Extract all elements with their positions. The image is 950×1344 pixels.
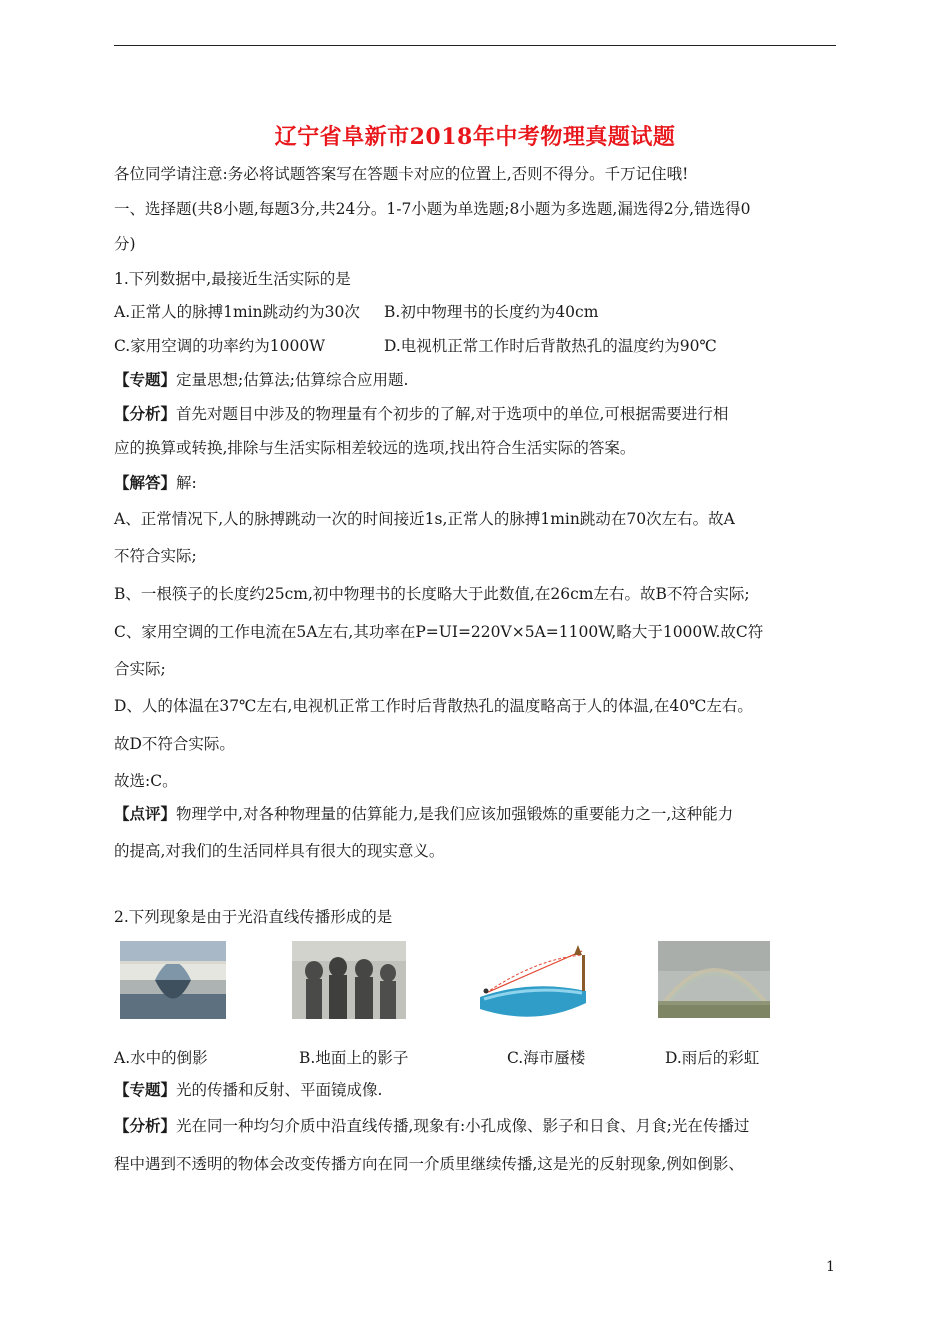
q1-solution-c: C、家用空调的工作电流在5A左右,其功率在P=UI=220V×5A=1100W,略大于1000W.故C符 bbox=[114, 623, 764, 641]
q1-comment-text: 物理学中,对各种物理量的估算能力,是我们应该加强锻炼的重要能力之一,这种能力 bbox=[176, 805, 734, 823]
section-heading: 一、选择题(共8小题,每题3分,共24分。1-7小题为单选题;8小题为多选题,漏选得2分,错选得0 bbox=[114, 200, 751, 218]
q2-analysis-cont: 程中遇到不透明的物体会改变传播方向在同一介质里继续传播,这是光的反射现象,例如倒影、 bbox=[114, 1155, 744, 1173]
page-number: 1 bbox=[826, 1259, 835, 1275]
bridge-reflection-image bbox=[120, 941, 226, 1019]
q1-option-a: A.正常人的脉搏1min跳动约为30次 bbox=[114, 303, 360, 321]
q1-comment-tag: 【点评】 bbox=[114, 804, 177, 823]
q1-solution-d: D、人的体温在37℃左右,电视机正常工作时后背散热孔的温度略高于人的体温,在40℃左右。 bbox=[114, 697, 753, 715]
q1-analysis bbox=[114, 404, 728, 424]
q1-comment-cont: 的提高,对我们的生活同样具有很大的现实意义。 bbox=[114, 842, 445, 860]
q1-topic-tag: 【专题】 bbox=[114, 370, 177, 389]
section-heading-cont: 分) bbox=[114, 235, 136, 253]
q2-option-a: A.水中的倒影 bbox=[114, 1049, 208, 1067]
q1-solution-a-cont: 不符合实际; bbox=[114, 547, 197, 565]
q1-option-c: C.家用空调的功率约为1000W bbox=[114, 337, 326, 355]
q1-stem: 1.下列数据中,最接近生活实际的是 bbox=[114, 270, 351, 288]
q1-solution-d-cont: 故D不符合实际。 bbox=[114, 735, 235, 753]
q1-analysis-tag: 【分析】 bbox=[114, 404, 177, 423]
notice-text: 各位同学请注意:务必将试题答案写在答题卡对应的位置上,否则不得分。千万记住哦! bbox=[114, 165, 689, 183]
q1-answer bbox=[114, 473, 197, 493]
q1-solution-a: A、正常情况下,人的脉搏跳动一次的时间接近1s,正常人的脉搏1min跳动在70次左右。故A bbox=[114, 510, 735, 528]
q1-answer-tag: 【解答】 bbox=[114, 473, 177, 492]
q1-analysis-cont: 应的换算或转换,排除与生活实际相差较远的选项,找出符合生活实际的答案。 bbox=[114, 439, 636, 457]
q2-topic bbox=[114, 1080, 382, 1100]
q1-solution-b: B、一根筷子的长度约25cm,初中物理书的长度略大于此数值,在26cm左右。故B不符合实际; bbox=[114, 585, 750, 603]
q2-topic-tag: 【专题】 bbox=[114, 1080, 177, 1099]
q2-analysis-text: 光在同一种均匀介质中沿直线传播,现象有:小孔成像、影子和日食、月食;光在传播过 bbox=[176, 1117, 750, 1135]
q2-option-d: D.雨后的彩虹 bbox=[665, 1049, 760, 1067]
q1-analysis-text: 首先对题目中涉及的物理量有个初步的了解,对于选项中的单位,可根据需要进行相 bbox=[176, 405, 729, 423]
q2-option-b: B.地面上的影子 bbox=[299, 1049, 409, 1067]
q1-option-d: D.电视机正常工作时后背散热孔的温度约为90℃ bbox=[384, 337, 717, 355]
q1-topic-text: 定量思想;估算法;估算综合应用题. bbox=[176, 371, 409, 389]
q1-comment bbox=[114, 804, 733, 824]
header-rule bbox=[114, 45, 836, 46]
q1-solution-c-cont: 合实际; bbox=[114, 660, 166, 678]
q1-answer-text: 解: bbox=[176, 474, 197, 492]
q2-analysis bbox=[114, 1116, 749, 1136]
q1-choice: 故选:C。 bbox=[114, 772, 178, 790]
mirage-diagram-image bbox=[476, 941, 594, 1021]
q2-stem: 2.下列现象是由于光沿直线传播形成的是 bbox=[114, 908, 393, 926]
q2-analysis-tag: 【分析】 bbox=[114, 1116, 177, 1135]
ground-shadows-image bbox=[292, 941, 406, 1019]
rainbow-image bbox=[658, 941, 770, 1018]
q2-option-c: C.海市蜃楼 bbox=[507, 1049, 586, 1067]
q1-option-b: B.初中物理书的长度约为40cm bbox=[384, 303, 599, 321]
q2-topic-text: 光的传播和反射、平面镜成像. bbox=[176, 1081, 383, 1099]
q1-topic bbox=[114, 370, 408, 390]
page-title: 辽宁省阜新市2018年中考物理真题试题 bbox=[274, 124, 676, 150]
